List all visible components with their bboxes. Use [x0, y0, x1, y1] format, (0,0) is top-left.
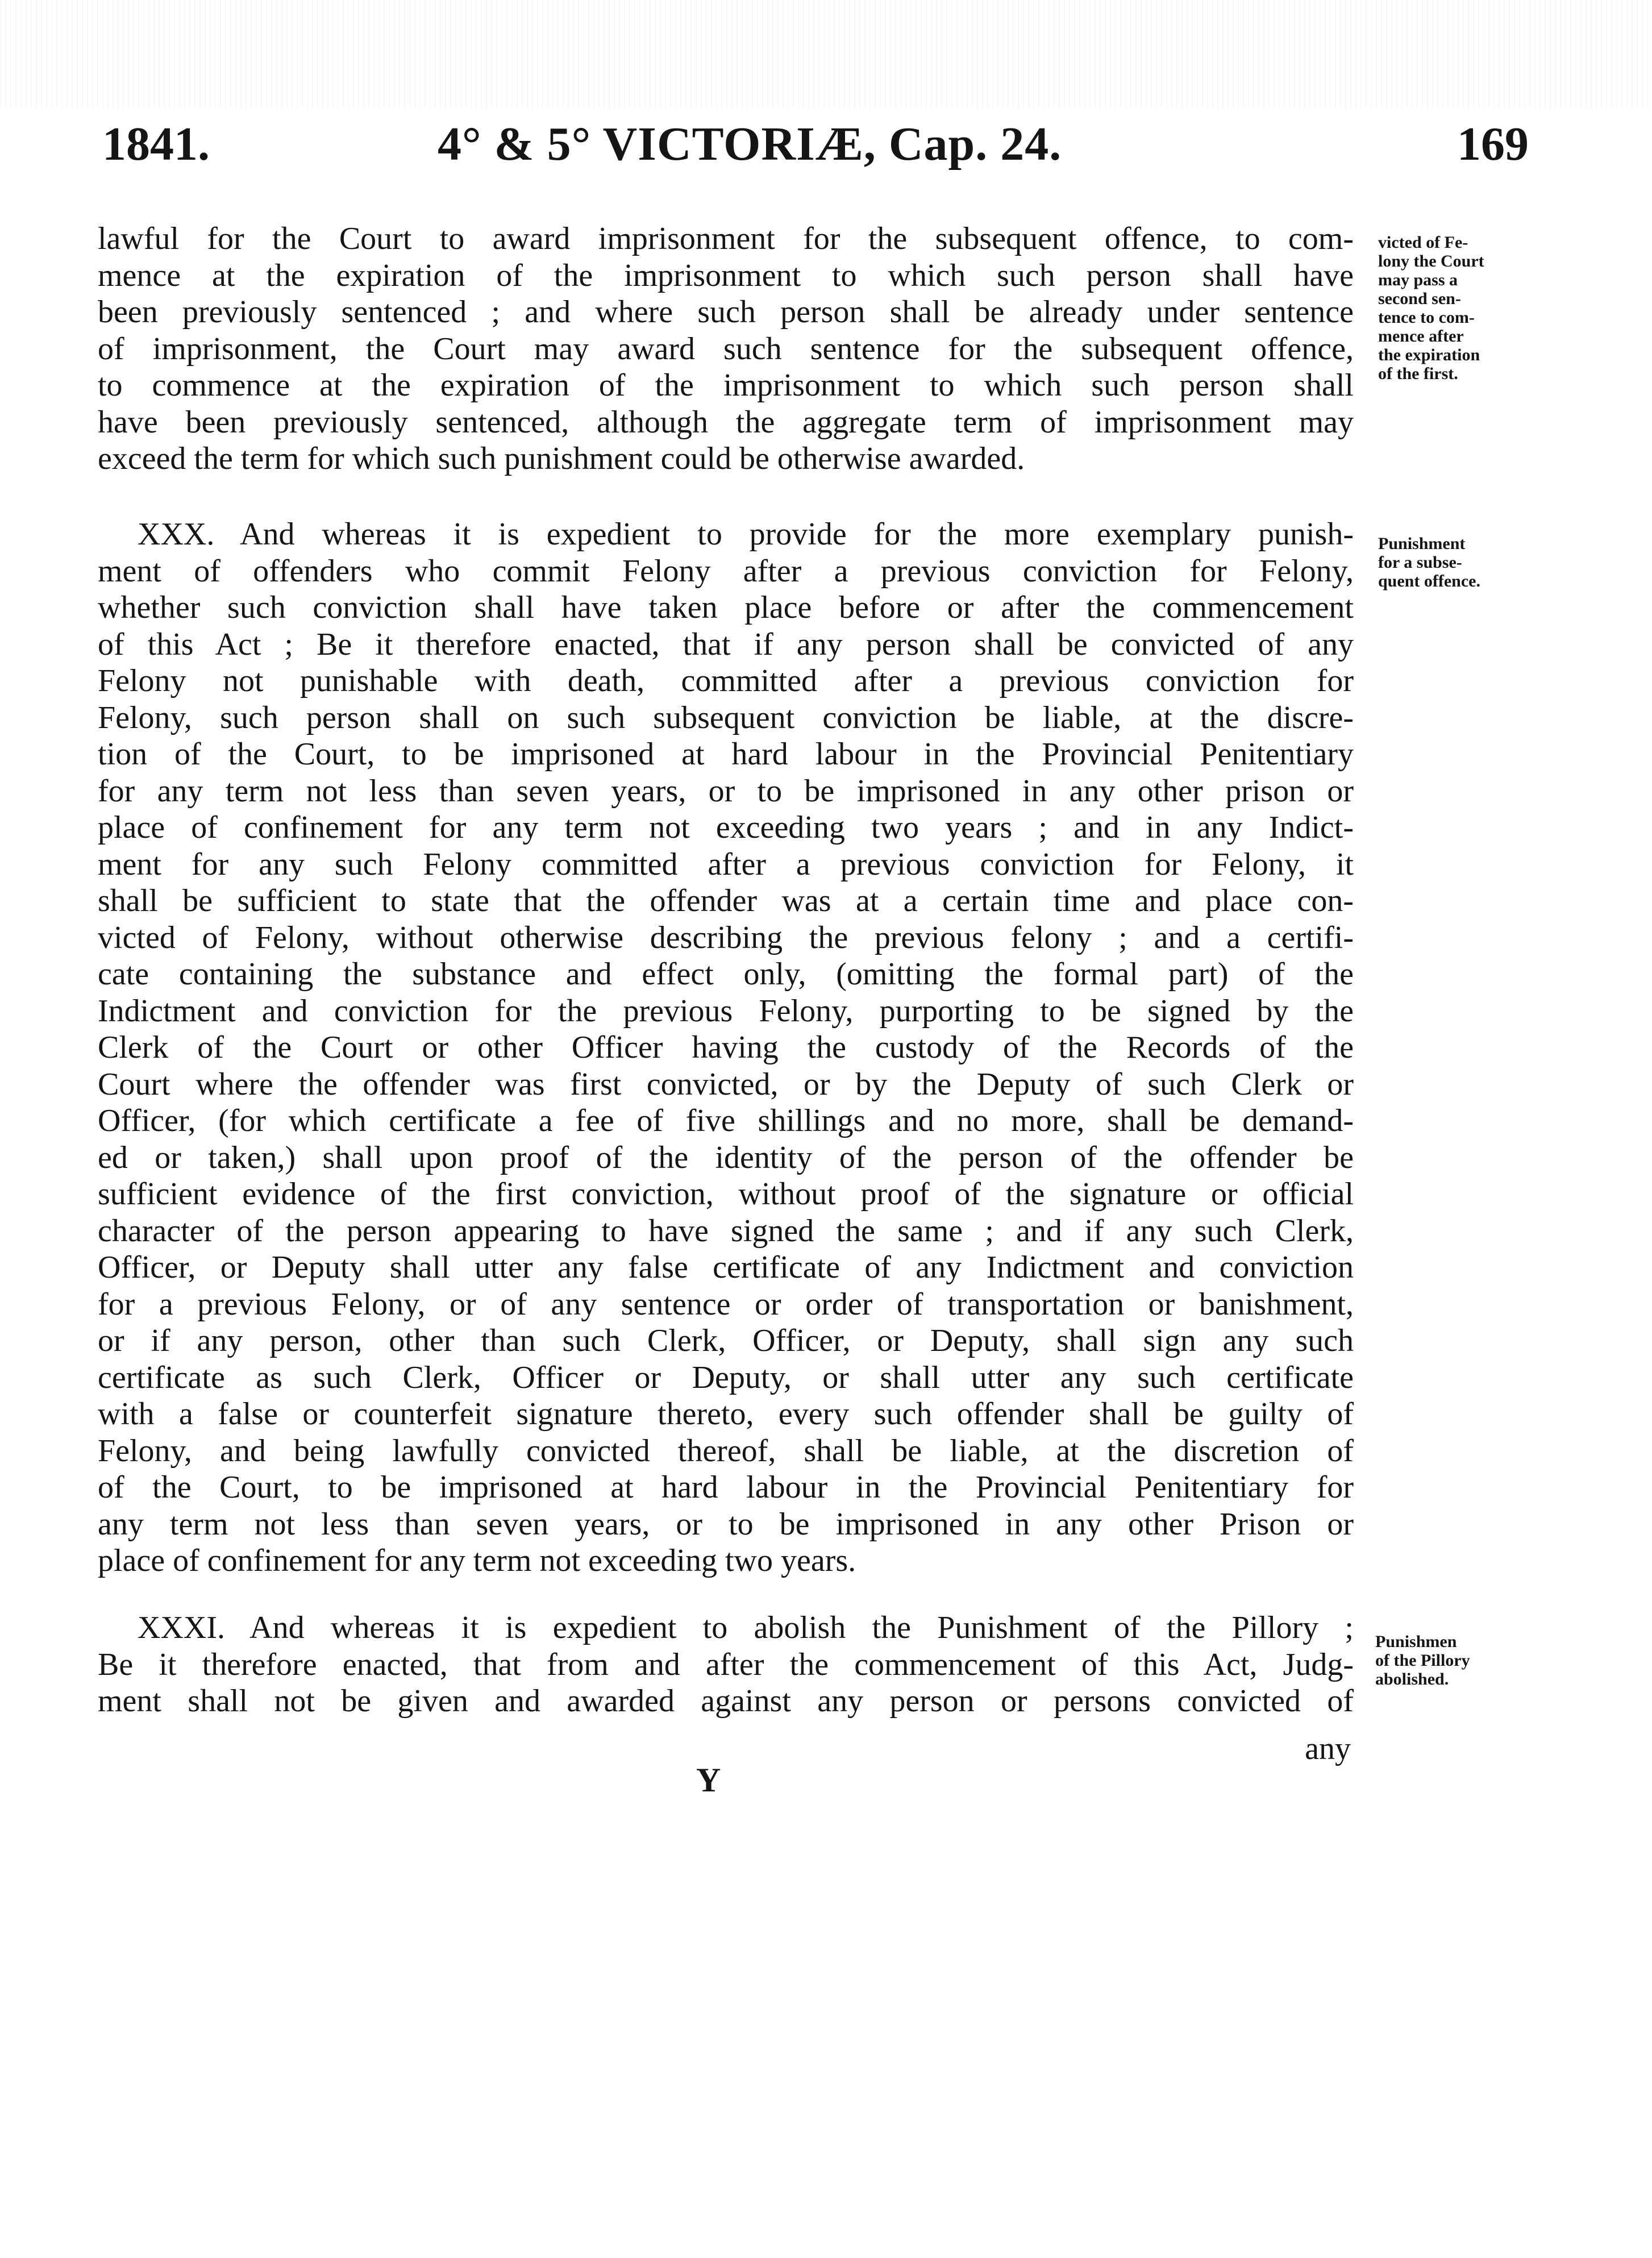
text-line: have been previously sentenced, although the aggregate term of imprisonment may — [98, 404, 1354, 440]
text-line: mence at the expiration of the imprisonment to which such person shall have — [98, 257, 1354, 293]
margin-note-line: Punishmen — [1375, 1632, 1457, 1651]
running-header — [102, 117, 1529, 179]
text-line: for a previous Felony, or of any sentence or order of transportation or banishment, — [98, 1286, 1354, 1322]
text-line: whether such conviction shall have taken place before or after the commencement — [98, 590, 1354, 625]
text-line: character of the person appearing to have signed the same ; and if any such Clerk, — [98, 1213, 1354, 1249]
margin-note-line: of the Pillory — [1375, 1651, 1470, 1670]
text-line: Felony not punishable with death, committed after a previous conviction for — [98, 663, 1354, 698]
text-line: ed or taken,) shall upon proof of the identity of the person of the offender be — [98, 1140, 1354, 1175]
text-line: place of confinement for any term not exceeding two years. — [98, 1543, 856, 1578]
text-line: Officer, or Deputy shall utter any false certificate of any Indictment and conviction — [98, 1250, 1354, 1285]
text-line: cate containing the substance and effect only, (omitting the formal part) of the — [98, 957, 1354, 992]
text-line: Felony, and being lawfully convicted thereof, shall be liable, at the discretion of — [98, 1433, 1354, 1469]
text-line: Officer, (for which certificate a fee of five shillings and no more, shall be demand- — [98, 1103, 1354, 1138]
text-line: exceed the term for which such punishment could be otherwise awarded. — [98, 441, 1025, 476]
text-line: for any term not less than seven years, or to be imprisoned in any other prison or — [98, 773, 1354, 809]
text-line: Indictment and conviction for the previous Felony, purporting to be signed by the — [98, 993, 1354, 1029]
text-line: Be it therefore enacted, that from and after the commencement of this Act, Judg- — [98, 1646, 1354, 1682]
text-line: to commence at the expiration of the imprisonment to which such person shall — [98, 368, 1354, 403]
margin-note-line: victed of Fe- — [1378, 233, 1468, 252]
margin-note-line: Punishment — [1378, 534, 1466, 553]
text-line: sufficient evidence of the first conviction, without proof of the signature or official — [98, 1176, 1354, 1212]
text-line: ment of offenders who commit Felony after a previous conviction for Felony, — [98, 553, 1354, 589]
text-line: place of confinement for any term not exceeding two years ; and in any Indict- — [98, 810, 1354, 845]
margin-note-pillory — [1375, 1632, 1546, 1689]
margin-note-line: abolished. — [1375, 1670, 1449, 1689]
text-line: shall be sufficient to state that the offender was at a certain time and place con- — [98, 883, 1354, 918]
margin-note-line: for a subse- — [1378, 553, 1462, 572]
text-line: of the Court, to be imprisoned at hard labour in the Provincial Penitentiary for — [98, 1470, 1354, 1505]
text-line: certificate as such Clerk, Officer or Deputy, or shall utter any such certificate — [98, 1359, 1354, 1395]
text-line: tion of the Court, to be imprisoned at hard labour in the Provincial Penitentiary — [98, 737, 1354, 772]
page-number: 169 — [1457, 118, 1529, 171]
margin-note-subsequent-offence — [1378, 534, 1549, 591]
catchword: any — [1305, 1731, 1351, 1766]
text-line: of imprisonment, the Court may award such sentence for the subsequent offence, — [98, 331, 1354, 367]
section-xxxi — [98, 1610, 1354, 1720]
margin-note-line: second sen- — [1378, 289, 1461, 308]
text-line: been previously sentenced ; and where such person shall be already under sentence — [98, 294, 1354, 330]
text-line: any term not less than seven years, or to be imprisoned in any other Prison or — [98, 1506, 1354, 1542]
text-line: Felony, such person shall on such subsequent conviction be liable, at the discre- — [98, 700, 1354, 735]
paragraph-continuation — [98, 221, 1354, 477]
margin-note-line: quent offence. — [1378, 572, 1480, 591]
margin-note-line: may pass a — [1378, 271, 1458, 289]
margin-note-line: lony the Court — [1378, 252, 1484, 271]
margin-note-line: tence to com- — [1378, 308, 1475, 327]
text-line: XXXI. And whereas it is expedient to abolish the Punishment of the Pillory ; — [138, 1610, 1354, 1645]
text-line: lawful for the Court to award imprisonment for the subsequent offence, to com- — [98, 221, 1354, 256]
margin-note-line: mence after — [1378, 327, 1464, 346]
section-xxx — [98, 516, 1354, 1579]
header-year: 1841. — [102, 118, 210, 171]
text-line: Clerk of the Court or other Officer having the custody of the Records of the — [98, 1030, 1354, 1065]
text-line: with a false or counterfeit signature thereto, every such offender shall be guilty of — [98, 1396, 1354, 1432]
text-line: or if any person, other than such Clerk, Officer, or Deputy, shall sign any such — [98, 1323, 1354, 1358]
margin-note-line: of the first. — [1378, 364, 1458, 383]
text-line: of this Act ; Be it therefore enacted, that if any person shall be convicted of any — [98, 626, 1354, 662]
text-line: ment shall not be given and awarded against any person or persons convicted of — [98, 1683, 1354, 1719]
header-title: 4° & 5° VICTORIÆ, Cap. 24. — [438, 118, 1062, 171]
text-line: ment for any such Felony committed after a previous conviction for Felony, it — [98, 846, 1354, 882]
margin-note-second-sentence — [1378, 233, 1549, 383]
text-line: victed of Felony, without otherwise describing the previous felony ; and a certifi- — [98, 920, 1354, 955]
text-line: Court where the offender was first convicted, or by the Deputy of such Clerk or — [98, 1066, 1354, 1102]
margin-note-line: the expiration — [1378, 346, 1480, 364]
scan-noise-band — [0, 0, 1652, 108]
signature-mark: Y — [696, 1761, 721, 1799]
text-line: XXX. And whereas it is expedient to provide for the more exemplary punish- — [138, 517, 1354, 552]
